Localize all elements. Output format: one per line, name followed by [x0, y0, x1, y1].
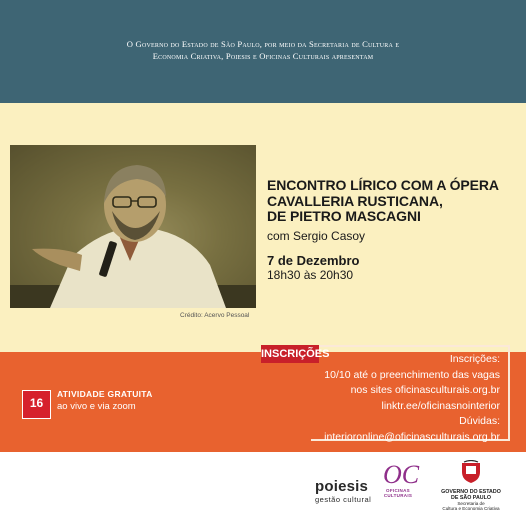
speaker-photo-illustration [10, 145, 256, 308]
presenter-text [70, 38, 456, 62]
sp-crest-icon [460, 460, 482, 484]
registration-info [300, 352, 500, 446]
oc-text-2: CULTURAIS [383, 493, 413, 498]
oc-text-1: OFICINAS [386, 488, 410, 493]
event-time: 18h30 às 20h30 [267, 268, 354, 282]
event-date: 7 de Dezembro [267, 253, 360, 268]
event-title [267, 178, 517, 225]
event-title-line-1: ENCONTRO LÍRICO COM A ÓPERA [267, 177, 499, 193]
registration-tag: INSCRIÇÕES [261, 345, 319, 363]
registration-line-3[interactable]: nos sites oficinasculturais.org.br [350, 384, 500, 397]
presenter-line-1: O Governo do Estado de São Paulo, por meio da Secretaria de Cultura e [126, 39, 400, 49]
oc-mark: OC [383, 460, 420, 489]
sp-sec-line-1: Secretaria de [457, 501, 485, 506]
registration-line-5: Dúvidas: [459, 415, 500, 428]
sp-government-logo [433, 460, 509, 511]
sdg-badge: 16 [22, 390, 51, 419]
presenter-line-2: Economia Criativa, Poiesis e Oficinas Culturais apresentam [152, 51, 374, 61]
free-activity-sub: ao vivo e via zoom [57, 401, 136, 412]
poiesis-logo [315, 478, 371, 504]
sp-gov-line-2: DE SÃO PAULO [451, 495, 491, 501]
speaker-photo [10, 145, 256, 308]
registration-line-4[interactable]: linktr.ee/oficinasnointerior [381, 399, 500, 412]
sp-gov-line-1: GOVERNO DO ESTADO [441, 489, 501, 495]
poiesis-logo-sub: gestão cultural [315, 495, 372, 504]
photo-credit: Crédito: Acervo Pessoal [180, 312, 250, 319]
poiesis-logo-name: poiesis [315, 478, 369, 495]
sp-sec-line-2: Cultura e Economia Criativa [442, 506, 500, 512]
registration-line-1: Inscrições: [449, 353, 500, 365]
event-title-line-3: DE PIETRO MASCAGNI [267, 208, 421, 224]
free-activity-label: ATIVIDADE GRATUITA [57, 389, 153, 399]
registration-line-2: 10/10 até o preenchimento das vagas [324, 368, 500, 381]
registration-email[interactable]: interioronline@oficinasculturais.org.br [324, 430, 500, 443]
oficinas-culturais-logo [383, 460, 420, 498]
event-title-line-2: CAVALLERIA RUSTICANA, [267, 192, 443, 209]
event-subtitle: com Sergio Casoy [267, 229, 366, 243]
